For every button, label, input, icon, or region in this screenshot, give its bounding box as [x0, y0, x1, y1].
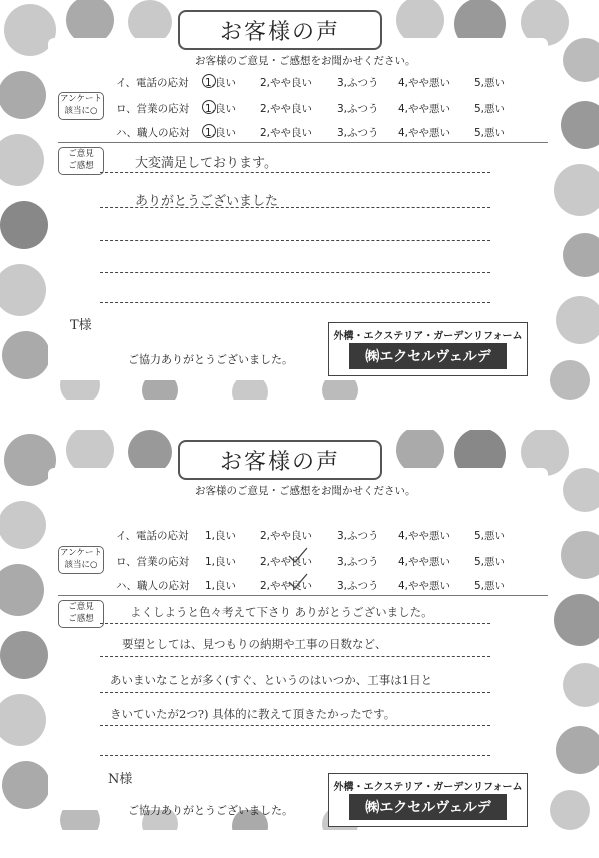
question-label: イ、電話の応対 — [116, 530, 189, 542]
survey-tag-line-2: 該当に○ — [64, 560, 98, 570]
company-logo — [328, 773, 528, 827]
intro-text: お客様のご意見・ご感想をお聞かせください。 — [195, 485, 416, 497]
comment-line: 要望としては、見つもりの納期や工事の日数など、 — [122, 637, 387, 651]
selection-circle-mark — [202, 74, 216, 88]
option-average[interactable]: 3,ふつう — [337, 530, 379, 542]
option-fairly-good[interactable]: 2,やや良い — [260, 77, 313, 89]
survey-tag-line-2: 該当に○ — [64, 106, 98, 116]
company-logo — [328, 322, 528, 376]
comment-tag-line-1: ご意見 — [68, 149, 94, 159]
selection-check-mark — [285, 546, 315, 596]
option-average[interactable]: 3,ふつう — [337, 77, 379, 89]
survey-card-2 — [0, 430, 599, 830]
company-tagline: 外構・エクステリア・ガーデンリフォーム — [333, 331, 523, 342]
option-bad[interactable]: 5,悪い — [474, 556, 506, 568]
writing-line — [100, 302, 490, 303]
writing-line — [100, 172, 490, 173]
thanks-text: ご協力ありがとうございました。 — [128, 353, 293, 366]
option-good[interactable]: 1,良い — [205, 530, 237, 542]
option-bad[interactable]: 5,悪い — [474, 127, 506, 139]
survey-card-1 — [0, 0, 599, 400]
option-fairly-good[interactable]: 2,やや良い — [260, 580, 313, 592]
comment-line: 大変満足しております。 — [135, 156, 277, 171]
option-good[interactable]: 1,良い — [205, 127, 237, 139]
comment-line: よくしようと色々考えて下さり ありがとうございました。 — [130, 605, 433, 619]
intro-text: お客様のご意見・ご感想をお聞かせください。 — [195, 55, 416, 67]
section-divider — [58, 142, 548, 143]
page-title: お客様の声 — [178, 440, 382, 480]
option-fairly-bad[interactable]: 4,やや悪い — [398, 77, 451, 89]
question-row-sales — [70, 101, 550, 117]
customer-signature: N様 — [108, 772, 133, 787]
writing-line — [100, 725, 490, 726]
comment-tag-line-1: ご意見 — [68, 602, 94, 612]
comment-tag — [58, 147, 104, 175]
comment-tag-line-2: ご感想 — [68, 161, 94, 171]
comment-line: きいていたが2つ?) 具体的に教えて頂きたかったです。 — [110, 707, 396, 721]
writing-line — [100, 656, 490, 657]
question-label: ロ、営業の応対 — [116, 556, 190, 568]
option-average[interactable]: 3,ふつう — [337, 556, 379, 568]
company-tagline: 外構・エクステリア・ガーデンリフォーム — [333, 782, 523, 793]
option-good[interactable]: 1,良い — [205, 103, 237, 115]
option-fairly-bad[interactable]: 4,やや悪い — [398, 556, 451, 568]
option-good[interactable]: 1,良い — [205, 556, 237, 568]
option-fairly-good[interactable]: 2,やや良い — [260, 127, 313, 139]
option-average[interactable]: 3,ふつう — [337, 127, 379, 139]
survey-tag-line-1: アンケート — [60, 94, 102, 104]
option-good[interactable]: 1,良い — [205, 77, 237, 89]
writing-line — [100, 272, 490, 273]
company-name: ㈱エクセルヴェルデ — [349, 794, 507, 820]
option-bad[interactable]: 5,悪い — [474, 103, 506, 115]
question-row-phone — [70, 75, 550, 91]
question-label: ハ、職人の応対 — [116, 127, 190, 139]
question-row-phone — [70, 528, 550, 544]
writing-line — [100, 755, 490, 756]
comment-tag-line-2: ご感想 — [68, 614, 94, 624]
company-name: ㈱エクセルヴェルデ — [349, 343, 507, 369]
option-bad[interactable]: 5,悪い — [474, 580, 506, 592]
comment-line: あいまいなことが多く(すぐ、というのはいつか、工事は1日と — [110, 673, 433, 687]
writing-line — [100, 692, 490, 693]
option-average[interactable]: 3,ふつう — [337, 103, 379, 115]
option-average[interactable]: 3,ふつう — [337, 580, 379, 592]
option-fairly-bad[interactable]: 4,やや悪い — [398, 530, 451, 542]
option-good[interactable]: 1,良い — [205, 580, 237, 592]
option-fairly-bad[interactable]: 4,やや悪い — [398, 580, 451, 592]
selection-circle-mark — [202, 100, 216, 114]
option-bad[interactable]: 5,悪い — [474, 530, 506, 542]
question-label: イ、電話の応対 — [116, 77, 189, 89]
question-label: ロ、営業の応対 — [116, 103, 190, 115]
question-row-craftsman — [70, 125, 550, 141]
option-bad[interactable]: 5,悪い — [474, 77, 506, 89]
option-fairly-good[interactable]: 2,やや良い — [260, 530, 313, 542]
option-fairly-good[interactable]: 2,やや良い — [260, 103, 313, 115]
option-fairly-bad[interactable]: 4,やや悪い — [398, 103, 451, 115]
comment-line: ありがとうございました — [135, 194, 279, 209]
writing-line — [100, 240, 490, 241]
option-fairly-good[interactable]: 2,やや良い — [260, 556, 313, 568]
question-label: ハ、職人の応対 — [116, 580, 190, 592]
writing-line — [100, 623, 490, 624]
comment-tag — [58, 600, 104, 628]
survey-tag-line-1: アンケート — [60, 548, 102, 558]
page-title: お客様の声 — [178, 10, 382, 50]
customer-signature: T様 — [70, 318, 92, 333]
option-fairly-bad[interactable]: 4,やや悪い — [398, 127, 451, 139]
selection-circle-mark — [202, 124, 216, 138]
thanks-text: ご協力ありがとうございました。 — [128, 804, 293, 817]
